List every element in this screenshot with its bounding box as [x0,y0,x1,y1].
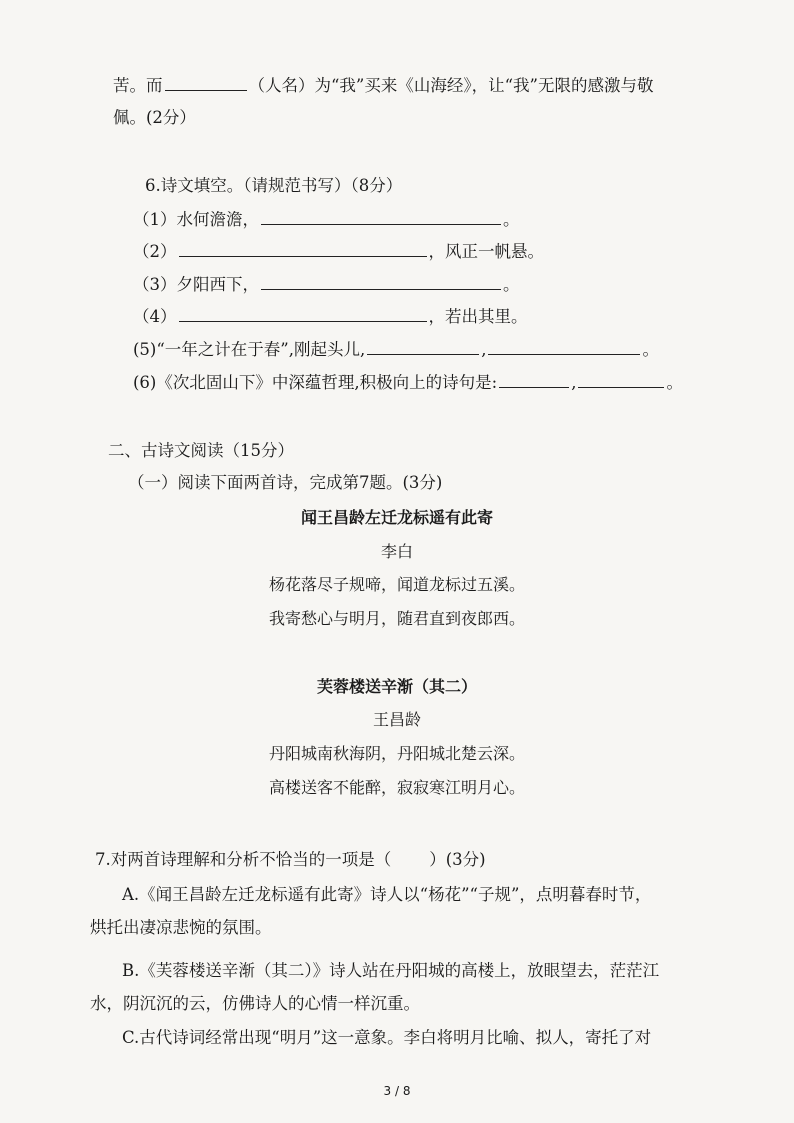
q7-stem-post: ）(3分) [429,850,486,869]
q6-heading: 6.诗文填空。（请规范书写）（8分） [145,176,403,195]
q6-item-2-blank [179,240,427,257]
q6-item-2-pre: （2） [133,242,177,261]
q7-stem-pre: 7.对两首诗理解和分析不恰当的一项是（ [95,850,392,869]
q6-item-6-pre: (6)《次北固山下》中深蕴哲理,积极向上的诗句是: [133,373,498,392]
q6-item-6-blank-1 [499,371,569,388]
q6-item-5-mid: , [481,340,487,359]
q6-item-6-post: 。 [666,373,683,392]
q7-option-c-line-1: C.古代诗词经常出现“明月”这一意象。李白将明月比喻、拟人，寄托了对 [122,1028,652,1047]
q6-item-3 [133,273,520,296]
poem-1-line-2: 我寄愁心与明月，随君直到夜郎西。 [268,609,525,628]
poem-2-title: 芙蓉楼送辛渐（其二） [316,677,477,696]
q5-text-a: 苦。而 [113,76,163,95]
q6-item-5 [133,338,659,361]
q5-text-b: （人名）为“我”买来《山海经》，让“我”无限的感激与敬 [248,76,654,95]
q6-item-2 [133,240,544,263]
poem-1-author: 李白 [380,542,413,561]
q6-item-6-blank-2 [578,371,664,388]
q6-item-4-post: ，若出其里。 [428,307,528,326]
q5-line-1 [113,74,654,97]
q6-item-3-pre: （3）夕阳西下， [133,275,259,294]
poem-2-line-2: 高楼送客不能醉，寂寂寒江明月心。 [268,778,525,797]
q6-item-5-blank-2 [488,338,640,355]
q6-item-2-post: ，风正一帆悬。 [428,242,544,261]
q6-item-5-post: 。 [642,340,659,359]
poem-1-title: 闻王昌龄左迁龙标遥有此寄 [300,508,493,527]
q6-item-1-pre: （1）水何澹澹， [133,210,259,229]
page-number: 3 / 8 [383,1084,411,1098]
q6-item-1-blank [261,208,501,225]
poem-1-line-1: 杨花落尽子规啼，闻道龙标过五溪。 [268,575,525,594]
poem-2-line-1: 丹阳城南秋海阴，丹阳城北楚云深。 [268,744,525,763]
section-2-heading: 二、古诗文阅读（15分） [108,441,294,460]
q7-stem [95,849,486,871]
q6-item-1-post: 。 [503,210,520,229]
q6-item-4 [133,305,528,328]
q6-item-3-blank [261,273,501,290]
q6-item-6-mid: , [571,373,577,392]
q6-item-5-blank-1 [367,338,479,355]
q6-item-4-blank [179,305,427,322]
q5-line-2: 佩。(2分） [113,108,196,127]
poem-2-author: 王昌龄 [372,710,421,729]
q6-item-5-pre: (5)“一年之计在于春”,刚起头儿, [133,340,366,359]
q7-option-a-line-2: 烘托出凄凉悲惋的氛围。 [90,918,272,937]
q7-option-b-line-2: 水，阴沉沉的云，仿佛诗人的心情一样沉重。 [90,994,420,1013]
q7-option-a-line-1: A.《闻王昌龄左迁龙标遥有此寄》诗人以“杨花”“子规”，点明暮春时节， [122,885,652,904]
section-2-sub: （一）阅读下面两首诗，完成第7题。(3分) [128,473,443,492]
q5-blank [165,74,247,91]
q6-item-3-post: 。 [503,275,520,294]
q6-item-4-pre: （4） [133,307,177,326]
q7-option-b-line-1: B.《芙蓉楼送辛渐（其二）》诗人站在丹阳城的高楼上，放眼望去，茫茫江 [122,961,660,980]
q6-item-1 [133,208,520,231]
q6-item-6 [133,371,683,394]
